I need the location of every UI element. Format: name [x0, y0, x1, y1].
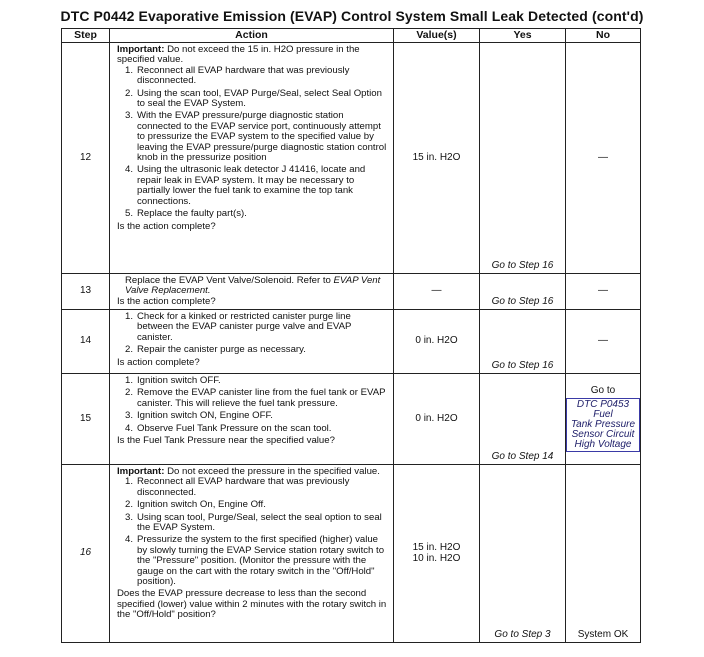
vent-valve-replacement-link[interactable]: EVAP Vent Valve Replacement.: [125, 275, 381, 297]
value-cell: 0 in. H2O: [394, 374, 480, 465]
table-header-row: [62, 29, 641, 43]
action-question: Is the action complete?: [117, 220, 216, 232]
list-item: 2. Ignition switch On, Engine Off.: [125, 499, 266, 511]
table-row-step-12: [62, 43, 641, 274]
action-cell: [110, 374, 394, 465]
list-item: 3. With the EVAP pressure/purge diagnostic station connected to the EVAP service port, continuously attempt to pressurize the EVAP system to the specified value by leaving the EVAP pressure/purge diagnostic station control knob in the pressurize position: [125, 110, 387, 164]
action-cell: [110, 274, 394, 310]
header-action: Action: [110, 29, 394, 43]
dtc-p0453-link[interactable]: DTC P0453 Fuel Tank Pressure Sensor Circuit High Voltage: [566, 398, 640, 452]
no-cell: System OK: [566, 465, 641, 643]
value-cell: [394, 465, 480, 643]
list-item: 2. Repair the canister purge as necessary.: [125, 344, 306, 356]
value-line: 15 in. H2O: [412, 542, 461, 554]
header-no: No: [566, 29, 641, 43]
no-cell: —: [566, 274, 641, 310]
list-item: 1. Ignition switch OFF.: [125, 375, 221, 386]
table-row-step-14: [62, 310, 641, 374]
step-number: 12: [62, 43, 110, 274]
list-item: 1. Reconnect all EVAP hardware that was previously disconnected.: [125, 64, 350, 87]
yes-link-go-to-step-16[interactable]: Go to Step 16: [480, 310, 566, 374]
list-item: 1. Check for a kinked or restricted canister purge line between the EVAP canister purge valve and EVAP canister.: [125, 311, 352, 343]
list-item: 4. Pressurize the system to the first specified (higher) value by slowly turning the EVAP Service station rotary switch to the "Pressure" position. (Monitor the pressure with the gauge on the cart with the rotary switch in the "Off/Hold" position).: [125, 534, 385, 588]
action-question: Does the EVAP pressure decrease to less than the second specified (lower) value within 2 minutes with the rotary switch in the "Off/Hold" position?: [117, 588, 387, 621]
no-go-to-label: Go to: [590, 384, 616, 396]
yes-link-go-to-step-14[interactable]: Go to Step 14: [480, 374, 566, 465]
action-cell: [110, 465, 394, 643]
list-item: 5. Replace the faulty part(s).: [125, 208, 247, 220]
step-number: 16: [62, 465, 110, 643]
action-question: Is the Fuel Tank Pressure near the specified value?: [117, 435, 335, 447]
page-title: DTC P0442 Evaporative Emission (EVAP) Control System Small Leak Detected (cont'd): [60, 8, 644, 24]
header-yes: Yes: [480, 29, 566, 43]
table-row-step-16: [62, 465, 641, 643]
list-item: 2. Using the scan tool, EVAP Purge/Seal, select Seal Option to seal the EVAP System.: [125, 87, 382, 110]
header-step: Step: [62, 29, 110, 43]
list-item: 1. Reconnect all EVAP hardware that was previously disconnected.: [125, 476, 350, 498]
step-number: 14: [62, 310, 110, 374]
value-cell: 15 in. H2O: [394, 43, 480, 274]
yes-link-go-to-step-3[interactable]: Go to Step 3: [480, 465, 566, 643]
no-cell: —: [566, 43, 641, 274]
value-cell: —: [394, 274, 480, 310]
value-cell: 0 in. H2O: [394, 310, 480, 374]
important-note: Important: Do not exceed the pressure in the specified value.: [117, 466, 380, 477]
value-line: 10 in. H2O: [412, 552, 461, 564]
list-item: 4. Observe Fuel Tank Pressure on the scan tool.: [125, 422, 332, 434]
list-item: 4. Using the ultrasonic leak detector J 41416, locate and repair leak in EVAP system. It may be necessary to partially lower the fuel tank to examine the top tank connections.: [125, 164, 366, 207]
list-item: 2. Remove the EVAP canister line from the fuel tank or EVAP canister. This will relieve the fuel tank pressure.: [125, 387, 386, 409]
list-item: 3. Ignition switch ON, Engine OFF.: [125, 410, 273, 422]
action-cell: [110, 310, 394, 374]
table-row-step-15: [62, 374, 641, 465]
yes-link-go-to-step-16[interactable]: Go to Step 16: [480, 274, 566, 310]
yes-link-go-to-step-16[interactable]: Go to Step 16: [480, 43, 566, 274]
important-note: Important: Do not exceed the 15 in. H2O pressure in the specified value.: [117, 44, 360, 66]
action-question: Is the action complete?: [117, 295, 216, 307]
action-question: Is action complete?: [117, 356, 200, 368]
header-values: Value(s): [394, 29, 480, 43]
no-cell: [566, 374, 641, 465]
step-number: 15: [62, 374, 110, 465]
diagnostic-table: [61, 28, 641, 643]
list-item: 3. Using scan tool, Purge/Seal, select the seal option to seal the EVAP System.: [125, 511, 382, 534]
action-text: Replace the EVAP Vent Valve/Solenoid. Refer to EVAP Vent Valve Replacement.: [125, 275, 381, 297]
no-cell: —: [566, 310, 641, 374]
action-cell: [110, 43, 394, 274]
step-number: 13: [62, 274, 110, 310]
table-row-step-13: [62, 274, 641, 310]
